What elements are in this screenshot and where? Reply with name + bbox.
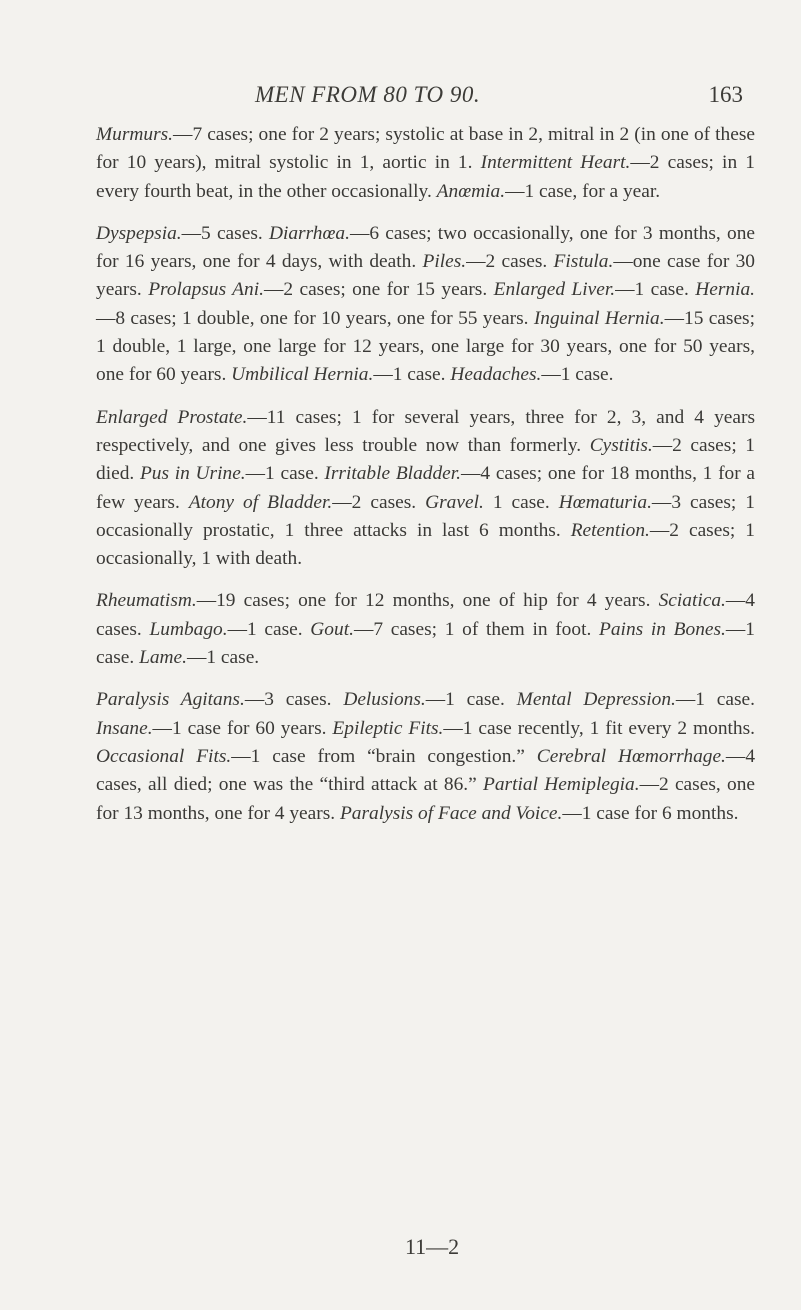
running-title: MEN FROM 80 TO 90. [255,82,481,107]
paragraph-urinary [96,404,755,574]
case-description: —1 case from “brain congestion.” [231,745,537,767]
paragraph-circulatory [96,121,755,206]
case-description: —5 cases. [181,222,269,244]
case-description: —2 cases. [466,251,554,273]
condition-heading: Gout. [310,618,354,640]
case-description: —1 case. [187,647,260,669]
condition-heading: Enlarged Liver. [493,279,616,301]
page-number: 163 [708,82,743,107]
case-description: —2 cases. [332,491,426,513]
condition-heading: Paralysis Agitans. [96,689,245,711]
case-description: —2 cases, one for 13 months, one for 4 years. [96,774,756,824]
condition-heading: Irritable Bladder. [324,463,462,485]
condition-heading: Anœmia. [436,180,506,202]
condition-heading: Lumbago. [149,618,228,640]
condition-heading: Retention. [570,519,650,541]
case-description: —19 cases; one for 12 months, one of hip for 4 years. [196,590,659,612]
condition-heading: Diarrhœa. [268,222,350,244]
condition-heading: Piles. [422,251,467,273]
condition-heading: Rheumatism. [96,590,197,612]
case-description: 1 case. [483,491,559,513]
case-description: —1 case. [675,689,755,711]
condition-heading: Enlarged Prostate. [96,406,248,428]
case-description: —2 cases; in 1 every fourth beat, in the other occasionally. [96,152,755,202]
case-description: —1 case. [373,364,451,386]
condition-heading: Headaches. [450,364,542,386]
condition-heading: Epileptic Fits. [332,717,444,739]
case-description: —one case for 30 years. [96,251,755,301]
case-description: —7 cases; one for 2 years; systolic at base in 2, mitral in 2 (in one of these for 10 years), mitral systolic in 1, aortic in 1. [96,124,755,174]
condition-heading: Dyspepsia. [96,222,182,244]
running-head [0,82,801,112]
case-description: —3 cases; 1 occasionally prostatic, 1 three attacks in last 6 months. [96,491,755,541]
condition-heading: Atony of Bladder. [188,491,333,513]
condition-heading: Intermittent Heart. [480,152,631,174]
condition-heading: Fistula. [553,251,614,273]
body-text [96,121,755,828]
paragraph-digestive [96,220,755,390]
case-description: —1 case. [245,463,325,485]
condition-heading: Delusions. [343,689,426,711]
condition-heading: Insane. [96,717,153,739]
condition-heading: Hernia. [695,279,756,301]
case-description: —1 case, for a year. [505,180,661,202]
case-description: —1 case recently, 1 fit every 2 months. [443,717,756,739]
case-description: —1 case. [541,364,614,386]
condition-heading: Pus in Urine. [139,463,246,485]
condition-heading: Gravel. [425,491,484,513]
condition-heading: Umbilical Hernia. [231,364,374,386]
case-description: —15 cases; 1 double, 1 large, one large for 12 years, one large for 30 years, one for 50 years, one for 60 years. [96,307,755,386]
signature-mark: 11—2 [405,1234,460,1259]
condition-heading: Sciatica. [658,590,726,612]
condition-heading: Partial Hemiplegia. [483,774,640,796]
condition-heading: Pains in Bones. [599,618,726,640]
case-description: —4 cases. [96,590,755,640]
condition-heading: Occasional Fits. [96,745,232,767]
condition-heading: Murmurs. [96,124,174,145]
condition-heading: Lame. [139,647,187,669]
paragraph-nervous [96,686,755,827]
case-description: —2 cases; 1 died. [96,434,755,485]
condition-heading: Mental Depression. [516,689,676,711]
condition-heading: Hœmaturia. [558,491,652,513]
case-description: —1 case. [425,689,517,711]
case-description: —8 cases; 1 double, one for 10 years, one for 55 years. [96,307,534,329]
case-description: —3 cases. [244,689,344,711]
case-description: —7 cases; 1 of them in foot. [353,618,600,640]
case-description: —1 case. [227,618,311,640]
case-description: —1 case for 60 years. [152,717,333,739]
condition-heading: Cystitis. [589,434,653,456]
case-description: —1 case. [96,618,755,669]
case-description: —1 case. [615,279,696,301]
case-description: —11 cases; 1 for several years, three for 2, 3, and 4 years respectively, and one gives less trouble now than formerly. [96,406,755,456]
condition-heading: Inguinal Hernia. [533,307,665,329]
case-description: —4 cases, all died; one was the “third attack at 86.” [96,745,756,796]
paragraph-rheumatic [96,587,755,672]
case-description: —2 cases; 1 occasionally, 1 with death. [96,519,755,570]
condition-heading: Cerebral Hœmorrhage. [536,745,726,767]
condition-heading: Paralysis of Face and Voice. [339,802,563,824]
condition-heading: Prolapsus Ani. [148,279,264,301]
case-description: —1 case for 6 months. [562,802,739,824]
case-description: —4 cases; one for 18 months, 1 for a few years. [96,463,756,513]
case-description: —6 cases; two occasionally, one for 3 months, one for 16 years, one for 4 days, with death. [96,222,755,273]
case-description: —2 cases; one for 15 years. [263,279,494,301]
